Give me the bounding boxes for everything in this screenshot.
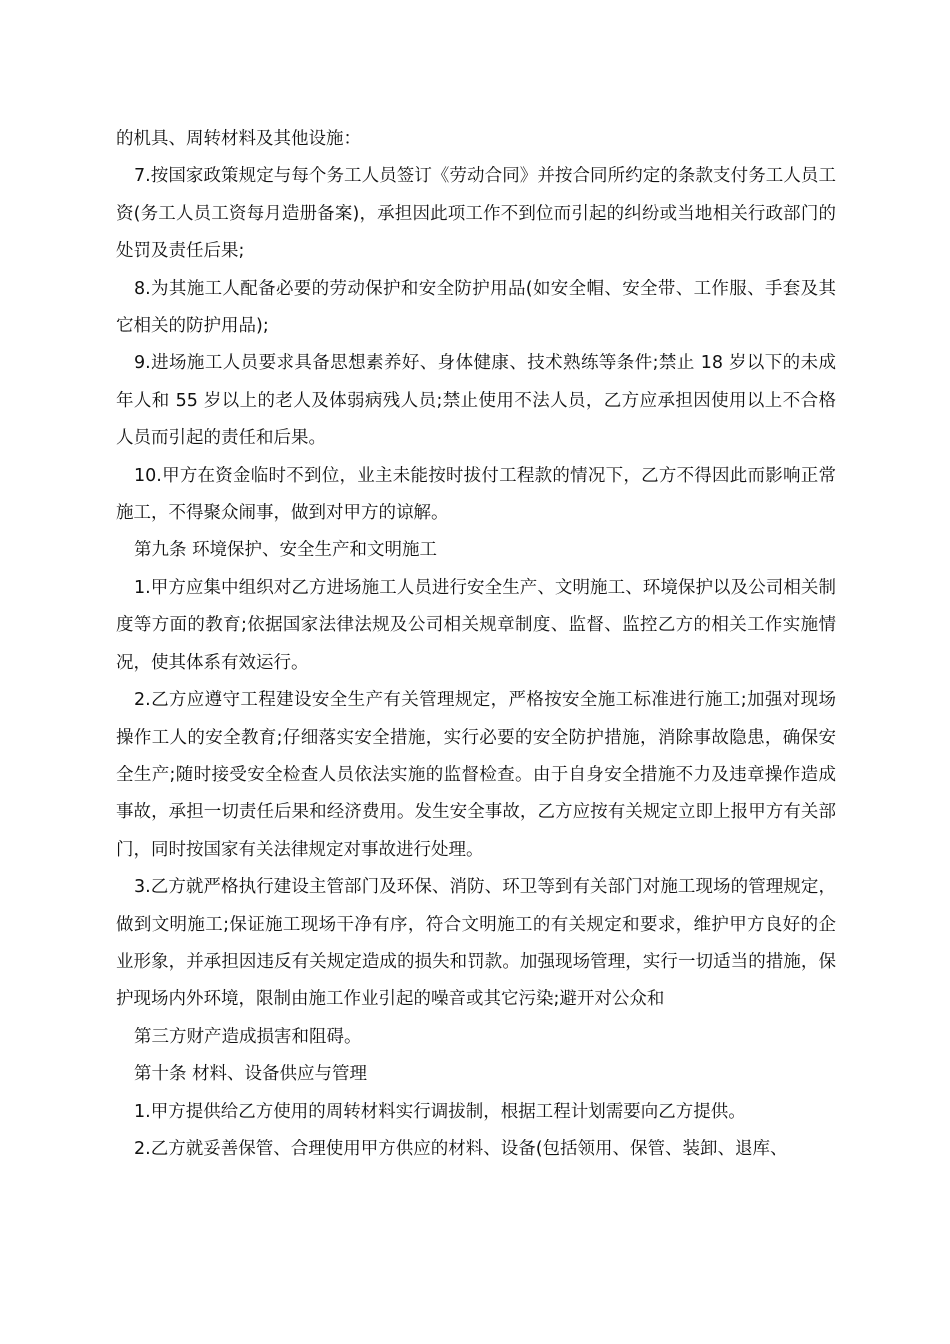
article-9-heading: 第九条 环境保护、安全生产和文明施工: [134, 540, 438, 561]
clause-item-9: 9.进场施工人员要求具备思想素养好、身体健康、技术熟练等条件;禁止 18 岁以下的未成年人和 55 岁以上的老人及体弱病残人员;禁止使用不法人员，乙方应承担因使用以上不合格人员而引起的责任和后果。: [116, 353, 836, 449]
article-9-item-3-continuation: 第三方财产造成损害和阻碍。: [134, 1026, 362, 1047]
paragraph-continuation: 的机具、周转材料及其他设施：: [116, 129, 361, 149]
article-9-item-2: 2.乙方应遵守工程建设安全生产有关管理规定，严格按安全施工标准进行施工;加强对现场操作工人的安全教育;仔细落实安全措施，实行必要的安全防护措施，消除事故隐患，确保安全生产;随时接受安全检查人员依法实施的监督检查。由于自身安全措施不力及违章操作造成事故，承担一切责任后果和经济费用。发生安全事故，乙方应按有关规定立即上报甲方有关部门，同时按国家有关法律规定对事故进行处理。: [116, 690, 836, 860]
article-10-item-1: 1.甲方提供给乙方使用的周转材料实行调拔制，根据工程计划需要向乙方提供。: [134, 1101, 746, 1122]
article-9-item-1: 1.甲方应集中组织对乙方进场施工人员进行安全生产、文明施工、环境保护以及公司相关制度等方面的教育;依据国家法律法规及公司相关规章制度、监督、监控乙方的相关工作实施情况，使其体系有效运行。: [116, 577, 836, 673]
document-page: [116, 121, 836, 1168]
article-10-item-2: 2.乙方就妥善保管、合理使用甲方供应的材料、设备(包括领用、保管、装卸、退库、: [134, 1138, 788, 1159]
clause-item-10: 10.甲方在资金临时不到位，业主未能按时拔付工程款的情况下，乙方不得因此而影响正常施工，不得聚众闹事，做到对甲方的谅解。: [116, 465, 836, 524]
clause-item-8: 8.为其施工人配备必要的劳动保护和安全防护用品(如安全帽、安全带、工作服、手套及其它相关的防护用品);: [116, 278, 836, 337]
clause-item-7: 7.按国家政策规定与每个务工人员签订《劳动合同》并按合同所约定的条款支付务工人员工资(务工人员工资每月造册备案)，承担因此项工作不到位而引起的纠纷或当地相关行政部门的处罚及责任后果;: [116, 166, 836, 262]
article-10-heading: 第十条 材料、设备供应与管理: [134, 1064, 368, 1085]
article-9-item-3: 3.乙方就严格执行建设主管部门及环保、消防、环卫等到有关部门对施工现场的管理规定，做到文明施工;保证施工现场干净有序，符合文明施工的有关规定和要求，维护甲方良好的企业形象，并承担因违反有关规定造成的损失和罚款。加强现场管理，实行一切适当的措施，保护现场内外环境，限制由施工作业引起的噪音或其它污染;避开对公众和: [116, 877, 836, 1010]
